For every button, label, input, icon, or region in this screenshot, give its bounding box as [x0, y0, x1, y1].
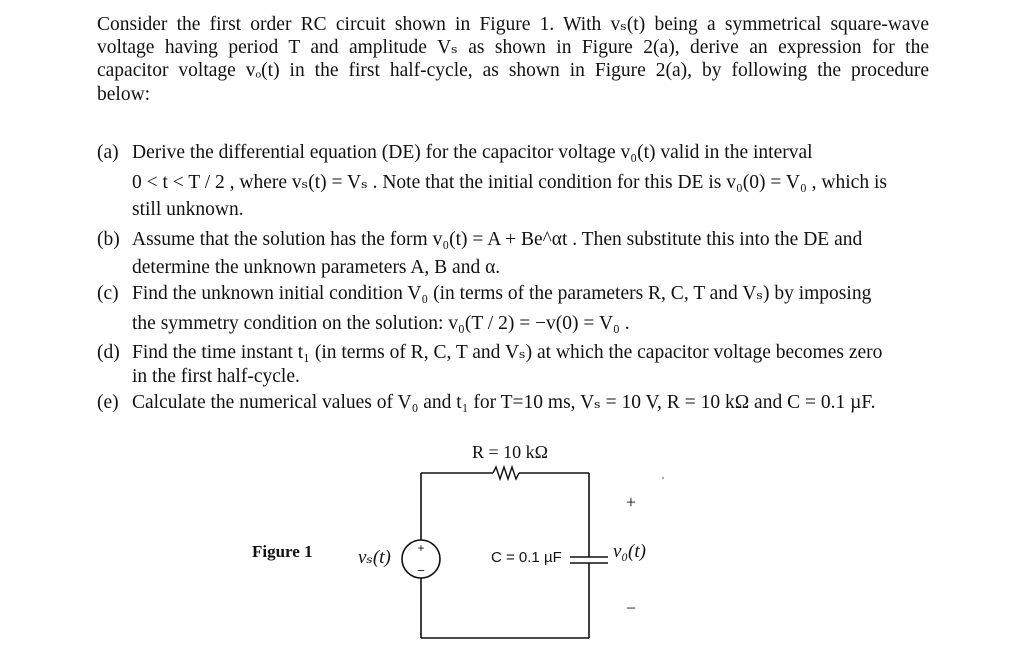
part-a-line-1: Derive the differential equation (DE) for the capacitor voltage v₀(t) valid in the interval	[132, 142, 813, 163]
output-plus-sign: +	[625, 492, 637, 512]
figure-caption: Figure 1	[252, 542, 313, 561]
part-a-line-2: 0 < t < T / 2 , where vₛ(t) = Vₛ . Note that the initial condition for this DE is v₀(0) = V₀ , which is	[132, 172, 887, 193]
source-label: vₛ(t)	[358, 547, 391, 568]
output-minus-sign: −	[625, 598, 637, 618]
resistor-label: R = 10 kΩ	[471, 442, 549, 462]
capacitor-label: C = 0.1 µF	[491, 549, 562, 566]
part-c-line-2: the symmetry condition on the solution: v₀(T / 2) = −v(0) = V₀ .	[132, 313, 630, 334]
intro-line-1: Consider the first order RC circuit shown in Figure 1. With vₛ(t) being a symmetrical square-wave	[97, 14, 929, 35]
part-e-label: (e)	[97, 392, 119, 413]
output-label: v₀(t)	[613, 541, 646, 562]
intro-line-3: capacitor voltage vₒ(t) in the first half-cycle, as shown in Figure 2(a), by following the procedure	[97, 60, 929, 82]
resistor-icon	[493, 467, 519, 479]
stray-dot	[662, 477, 664, 479]
part-b-line-2: determine the unknown parameters A, B and α.	[132, 257, 501, 278]
part-c-label: (c)	[97, 283, 119, 304]
source-plus-sign: +	[417, 541, 425, 555]
part-e-line-1: Calculate the numerical values of V₀ and t₁ for T=10 ms, Vₛ = 10 V, R = 10 kΩ and C = 0.1 µF.	[132, 392, 876, 413]
part-b-line-1: Assume that the solution has the form v₀(t) = A + Be^αt . Then substitute this into the DE and	[132, 229, 863, 250]
intro-line-4: below:	[97, 83, 151, 105]
part-b-label: (b)	[97, 229, 120, 250]
part-a-label: (a)	[97, 142, 119, 163]
part-d-label: (d)	[97, 342, 120, 363]
intro-line-2: voltage having period T and amplitude Vₛ as shown in Figure 2(a), derive an expression for the	[97, 37, 929, 59]
part-d-line-2: in the first half-cycle.	[132, 366, 300, 387]
part-d-line-1: Find the time instant t₁ (in terms of R, C, T and Vₛ) at which the capacitor voltage becomes zero	[132, 342, 883, 363]
source-minus-sign: −	[417, 563, 425, 578]
part-c-line-1: Find the unknown initial condition V₀ (in terms of the parameters R, C, T and Vₛ) by imposing	[132, 283, 872, 304]
part-a-line-3: still unknown.	[132, 199, 244, 220]
